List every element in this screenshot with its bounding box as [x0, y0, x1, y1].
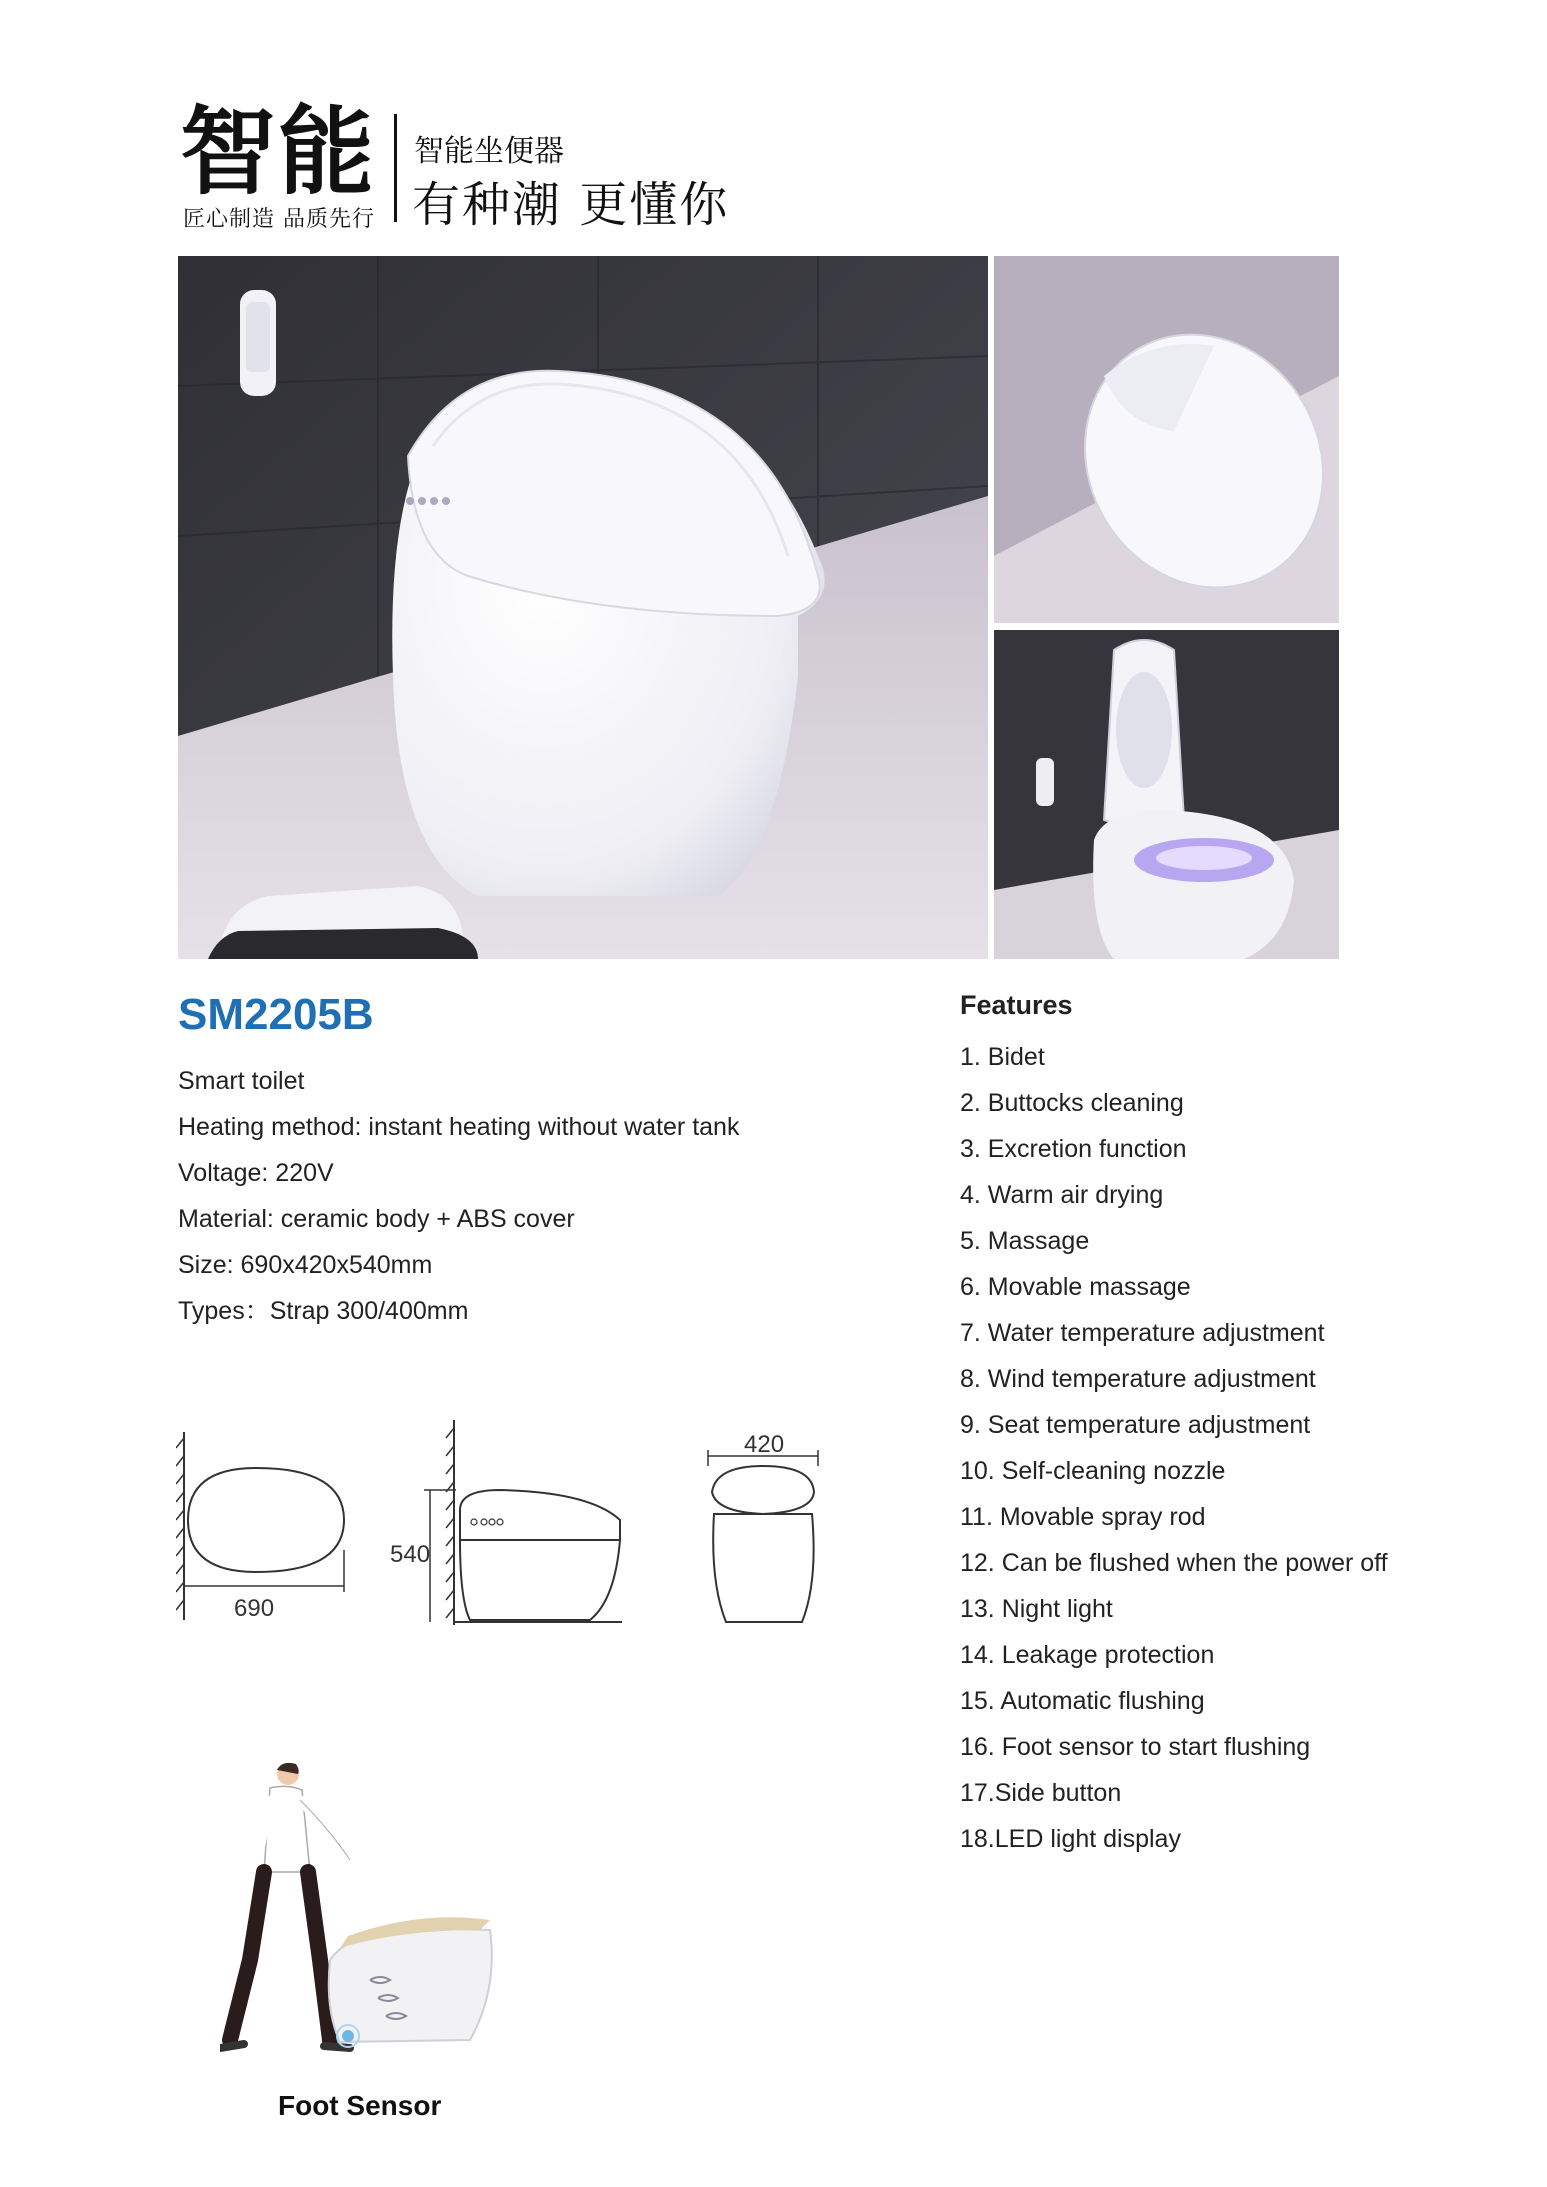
- feature-item: 2. Buttocks cleaning: [960, 1089, 1184, 1117]
- features-title: Features: [960, 990, 1073, 1020]
- feature-item: 3. Excretion function: [960, 1135, 1187, 1163]
- top-view-drawing: [176, 1420, 356, 1625]
- spec-item: Size: 690x420x540mm: [178, 1251, 433, 1279]
- product-specs: [178, 1058, 739, 1334]
- spec-item: Material: ceramic body + ABS cover: [178, 1205, 575, 1233]
- spec-item: Types：Strap 300/400mm: [178, 1297, 469, 1325]
- feature-item: 11. Movable spray rod: [960, 1503, 1206, 1531]
- spec-item: Heating method: instant heating without water tank: [178, 1113, 740, 1141]
- feature-item: 12. Can be flushed when the power off: [960, 1549, 1388, 1577]
- foot-sensor-illustration: [220, 1760, 500, 2070]
- features-list: [960, 1034, 1388, 1862]
- header-subtitle: 智能坐便器: [414, 134, 564, 169]
- open-lid-product-photo: [994, 630, 1339, 959]
- length-dimension: 690: [234, 1595, 275, 1622]
- feature-item: 7. Water temperature adjustment: [960, 1319, 1325, 1347]
- spec-item: Voltage: 220V: [178, 1159, 334, 1187]
- feature-item: 17.Side button: [960, 1779, 1122, 1807]
- foot-sensor-caption: Foot Sensor: [278, 2090, 442, 2121]
- feature-item: 18.LED light display: [960, 1825, 1181, 1853]
- angle-product-photo: [994, 256, 1339, 623]
- brand-logo-text: 智能: [180, 96, 376, 208]
- feature-item: 4. Warm air drying: [960, 1181, 1164, 1209]
- feature-item: 16. Foot sensor to start flushing: [960, 1733, 1311, 1761]
- feature-item: 13. Night light: [960, 1595, 1113, 1623]
- brand-tagline: 匠心制造 品质先行: [183, 207, 375, 232]
- feature-item: 9. Seat temperature adjustment: [960, 1411, 1311, 1439]
- main-product-photo: [178, 256, 988, 959]
- front-view-drawing: [700, 1432, 830, 1632]
- feature-item: 6. Movable massage: [960, 1273, 1191, 1301]
- side-view-drawing: [390, 1410, 635, 1635]
- feature-item: 5. Massage: [960, 1227, 1090, 1255]
- feature-item: 14. Leakage protection: [960, 1641, 1215, 1669]
- product-model: SM2205B: [178, 990, 374, 1039]
- feature-item: 10. Self-cleaning nozzle: [960, 1457, 1226, 1485]
- height-dimension: 540: [390, 1541, 431, 1568]
- header-divider: [394, 114, 397, 222]
- feature-item: 15. Automatic flushing: [960, 1687, 1205, 1715]
- feature-item: 8. Wind temperature adjustment: [960, 1365, 1316, 1393]
- width-dimension: 420: [744, 1432, 785, 1458]
- spec-item: Smart toilet: [178, 1067, 305, 1095]
- feature-item: 1. Bidet: [960, 1043, 1045, 1071]
- header-slogan: 有种潮 更懂你: [412, 177, 730, 233]
